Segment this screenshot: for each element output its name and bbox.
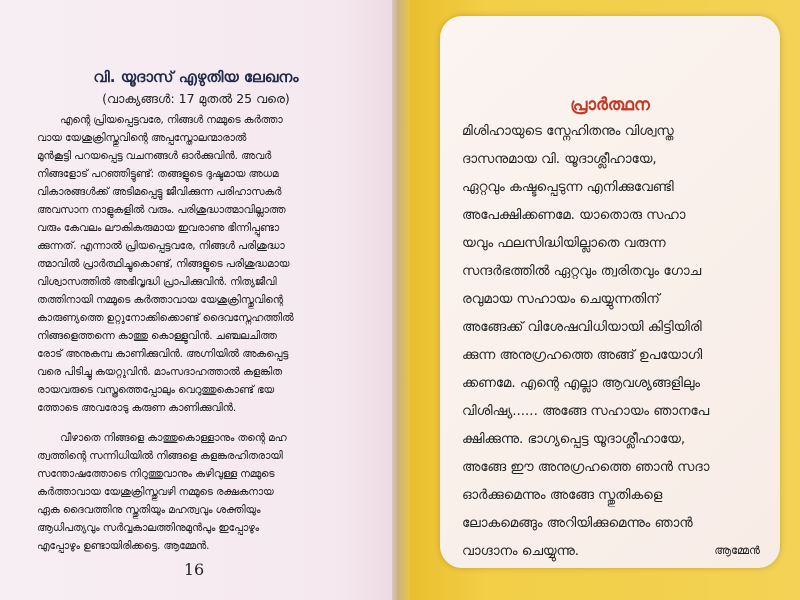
prayer-line: ലോകമെങ്ങും അറിയിക്കുമെന്നും ഞാൻ: [462, 516, 693, 531]
epistle-title: വി. യൂദാസ് എഴുതിയ ലേഖനം: [93, 68, 299, 86]
prayer-line: ഏറ്റവും കഷ്ടപ്പെടുന്ന എനിക്കുവേണ്ടി: [462, 180, 674, 195]
epistle-line: രോട് അനുകമ്പ കാണിക്കുവിൻ. അഗ്നിയിൽ അകപ്പെട്ട: [37, 348, 289, 360]
prayer-line: വിശിഷ്യ...... അങ്ങേ സഹായം ഞാനപേ: [462, 404, 710, 419]
prayer-line: ക്ഷിക്കുന്നു. ഭാഗ്യപ്പെട്ട യൂദാശ്ലീഹായേ,: [462, 432, 686, 447]
prayer-line: അങ്ങേക്ക് വിശേഷവിധിയായി കിട്ടിയിരി: [462, 320, 702, 335]
epistle-line: കർത്താവായ യേശുക്രിസ്തുവഴി നമ്മുടെ രക്ഷകനായ: [37, 486, 274, 498]
prayer-line: ക്കണമേ. എന്റെ എല്ലാ ആവശ്യങ്ങളിലും: [462, 376, 701, 391]
epistle-line: എപ്പോഴും ഉണ്ടായിരിക്കട്ടെ. ആമ്മേൻ.: [37, 540, 210, 552]
epistle-line: വരും കേവലം ലൗകികരുമായ ഇവരാണു ഭിന്നിപ്പുണ്ടാ: [37, 222, 280, 234]
prayer-line: അപേക്ഷിക്കണമേ. യാതൊരു സഹാ: [462, 208, 686, 223]
epistle-line: രായവരുടെ വസ്ത്രത്തെപ്പോലും വെറുത്തുകൊണ്ട് ഭയ: [37, 384, 275, 396]
epistle-line: വിശ്വാസത്തിൽ അഭിവൃദ്ധി പ്രാപിക്കുവിൻ. നിത്യജീവി: [37, 276, 277, 288]
prayer-line: മിശിഹായുടെ സ്നേഹിതനും വിശ്വസ്ത: [462, 124, 674, 139]
epistle-line: തത്തിനായി നമ്മുടെ കർത്താവായ യേശുക്രിസ്തുവിന്റെ: [37, 294, 283, 306]
book-gutter: [392, 0, 410, 600]
epistle-line: കാരുണ്യത്തെ ഉറ്റുനോക്കിക്കൊണ്ട് ദൈവസ്നേഹത്തിൽ: [37, 312, 294, 324]
prayer-line: അങ്ങേ ഈ അനുഗ്രഹത്തെ ഞാൻ സദാ: [462, 460, 710, 475]
epistle-line: ഏക ദൈവത്തിനു സ്തുതിയും മഹത്വവും ശക്തിയും: [37, 504, 261, 516]
epistle-line: വായ യേശുക്രിസ്തുവിന്റെ അപ്പസ്തോലന്മാരാൽ: [37, 132, 247, 144]
prayer-line: യവും ഫലസിദ്ധിയില്ലാതെ വരുന്ന: [462, 236, 666, 251]
epistle-line: വരെ പിടിച്ചു കയറ്റുവിൻ. മാംസദാഹത്താൽ കളങ്കിത: [37, 366, 282, 378]
epistle-line: മുൻകൂട്ടി പറയപ്പെട്ട വചനങ്ങൾ ഓർക്കുവിൻ. അവർ: [37, 150, 272, 162]
epistle-line: എന്റെ പ്രിയപ്പെട്ടവരേ, നിങ്ങൾ നമ്മുടെ കർത്താ: [60, 114, 283, 126]
prayer-line: ഓർക്കുമെന്നും അങ്ങേ സ്തുതികളെ: [462, 488, 663, 503]
prayer-line: ദാസനുമായ വി. യൂദാശ്ലീഹായേ,: [462, 152, 657, 167]
prayer-amen: ആമ്മേൻ: [714, 544, 760, 557]
epistle-line: അവസാന നാളുകളിൽ വരും. പരിശുദ്ധാത്മാവില്ലാത്ത: [37, 204, 286, 216]
prayer-line: സന്ദർഭത്തിൽ ഏറ്റവും ത്വരിതവും ഗോച: [462, 264, 702, 279]
epistle-line: ആധിപത്യവും സർവ്വകാലത്തിനുമുൻപും ഇപ്പോഴും: [37, 522, 260, 534]
prayer-line: വാഗ്ദാനം ചെയ്യുന്നു.: [462, 544, 580, 559]
epistle-line: ത്വത്തിന്റെ സന്നിധിയിൽ നിങ്ങളെ കളങ്കരഹിതരായി: [37, 450, 283, 462]
epistle-line: ത്മാവിൽ പ്രാർത്ഥിച്ചുകൊണ്ട്, നിങ്ങളുടെ പരിശുദ്ധമായ: [37, 258, 290, 270]
epistle-line: നിങ്ങളോട് പറഞ്ഞിട്ടുണ്ട്: തങ്ങളുടെ ദുഷ്ടമായ അധമ: [37, 168, 279, 180]
epistle-line: സന്തോഷത്തോടെ നിറുത്തുവാനും കഴിവുള്ള നമ്മുടെ: [37, 468, 275, 480]
epistle-line: വീഴാതെ നിങ്ങളെ കാത്തുകൊള്ളാനും തന്റെ മഹ: [60, 432, 287, 444]
epistle-line: ത്തോടെ അവരോടു കരുണ കാണിക്കുവിൻ.: [37, 402, 237, 414]
prayer-line: രവുമായ സഹായം ചെയ്യുന്നതിന്: [462, 292, 660, 307]
prayer-title: പ്രാർത്ഥന: [570, 95, 650, 115]
page-number: 16: [183, 560, 205, 579]
epistle-line: ക്കുന്നത്. എന്നാൽ പ്രിയപ്പെട്ടവരേ, നിങ്ങൾ പരിശുദ്ധാ: [37, 240, 285, 252]
epistle-line: നിങ്ങളെത്തന്നെ കാത്തു കൊള്ളുവിൻ. ചഞ്ചലചിത്ത: [37, 330, 277, 342]
epistle-verse-range: (വാക്യങ്ങൾ: 17 മുതൽ 25 വരെ): [102, 91, 290, 106]
prayer-line: ക്കുന്ന അനുഗ്രഹത്തെ അങ്ങ് ഉപയോഗി: [462, 348, 703, 363]
epistle-line: വികാരങ്ങൾക്ക് അടിമപ്പെട്ടു ജീവിക്കുന്ന പരിഹാസകർ: [37, 186, 282, 198]
